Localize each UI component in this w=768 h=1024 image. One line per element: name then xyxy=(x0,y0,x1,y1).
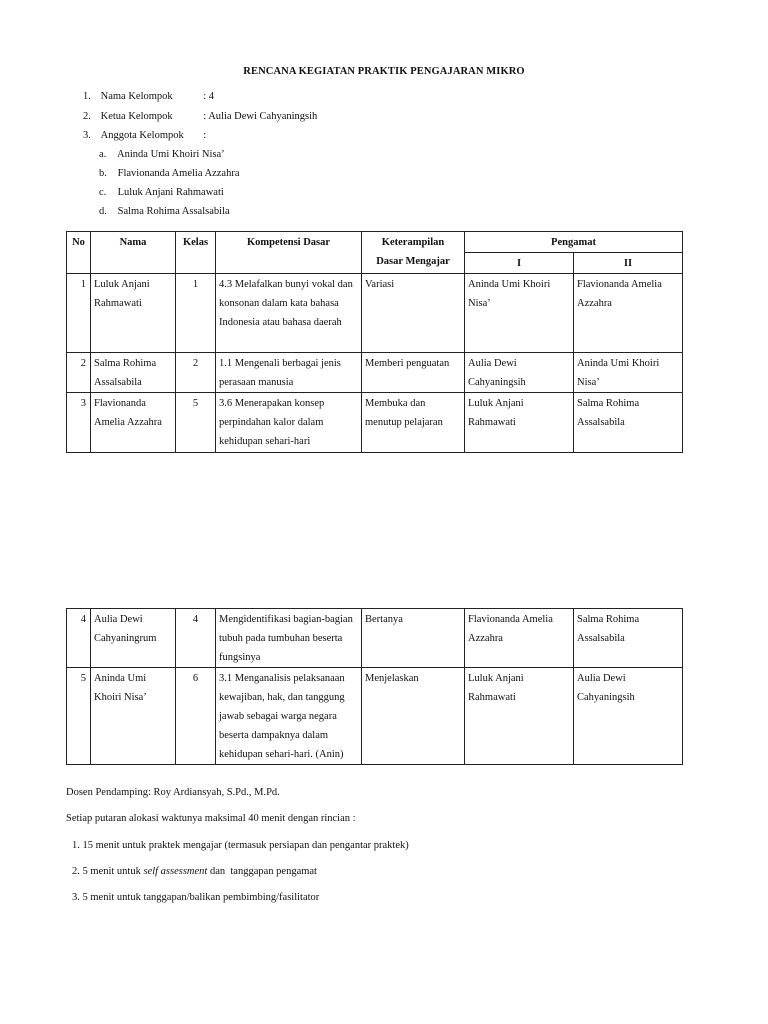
schedule-table-part-2 xyxy=(66,608,683,765)
cell-nama: Aulia Dewi Cahyaningrum xyxy=(91,609,176,668)
info-item-group-leader xyxy=(83,111,317,122)
member-item xyxy=(99,187,224,198)
info-label: Nama Kelompok xyxy=(100,91,173,102)
member-name: Aninda Umi Khoiri Nisa’ xyxy=(117,149,225,160)
info-label: Anggota Kelompok xyxy=(100,130,184,141)
info-number: 3. xyxy=(83,130,91,141)
cell-no: 3 xyxy=(67,393,91,453)
member-item xyxy=(99,149,225,160)
table-row xyxy=(67,353,683,393)
info-label: Ketua Kelompok xyxy=(100,111,173,122)
member-name: Salma Rohima Assalsabila xyxy=(117,206,230,217)
cell-no: 1 xyxy=(67,274,91,353)
table-row xyxy=(67,393,683,453)
cell-nama: Aninda Umi Khoiri Nisa’ xyxy=(91,668,176,765)
time-allocation-item xyxy=(72,892,319,903)
cell-pengamat-1: Luluk Anjani Rahmawati xyxy=(465,393,574,453)
cell-no: 2 xyxy=(67,353,91,393)
info-number: 1. xyxy=(83,91,91,102)
header-no: No xyxy=(67,232,91,274)
item-number: 3. xyxy=(72,892,80,903)
cell-pengamat-2: Salma Rohima Assalsabila xyxy=(574,609,683,668)
cell-pengamat-2: Salma Rohima Assalsabila xyxy=(574,393,683,453)
item-text-after: dan tanggapan pengamat xyxy=(207,866,317,877)
cell-pengamat-1: Luluk Anjani Rahmawati xyxy=(465,668,574,765)
item-text: 5 menit untuk xyxy=(82,866,144,877)
cell-keterampilan: Variasi xyxy=(362,274,465,353)
member-letter: c. xyxy=(99,187,107,198)
table-row xyxy=(67,668,683,765)
cell-keterampilan: Bertanya xyxy=(362,609,465,668)
item-text: 5 menit untuk tanggapan/balikan pembimbing/fasilitator xyxy=(82,892,320,903)
item-number: 1. xyxy=(72,840,80,851)
cell-kompetensi-dasar: 4.3 Melafalkan bunyi vokal dan konsonan dalam kata bahasa Indonesia atau bahasa daerah xyxy=(216,274,362,353)
supervisor-line: Dosen Pendamping: Roy Ardiansyah, S.Pd., M.Pd. xyxy=(66,787,280,798)
cell-kelas: 1 xyxy=(176,274,216,353)
member-name: Luluk Anjani Rahmawati xyxy=(117,187,224,198)
cell-pengamat-1: Aninda Umi Khoiri Nisa’ xyxy=(465,274,574,353)
cell-keterampilan: Menjelaskan xyxy=(362,668,465,765)
member-name: Flavionanda Amelia Azzahra xyxy=(117,168,240,179)
item-text: 15 menit untuk praktek mengajar (termasuk persiapan dan pengantar praktek) xyxy=(82,840,409,851)
cell-pengamat-2: Aninda Umi Khoiri Nisa’ xyxy=(574,353,683,393)
info-number: 2. xyxy=(83,111,91,122)
info-value: : 4 xyxy=(203,91,215,102)
document-title: RENCANA KEGIATAN PRAKTIK PENGAJARAN MIKRO xyxy=(243,66,525,77)
table-header-row xyxy=(67,232,683,253)
header-kelas: Kelas xyxy=(176,232,216,274)
cell-kompetensi-dasar: 3.1 Menganalisis pelaksanaan kewajiban, hak, dan tanggung jawab sebagai warga negara beserta dampaknya dalam kehidupan sehari-hari. (Anin) xyxy=(216,668,362,765)
header-nama: Nama xyxy=(91,232,176,274)
item-number: 2. xyxy=(72,866,80,877)
cell-no: 5 xyxy=(67,668,91,765)
time-allocation-item xyxy=(72,866,317,877)
table-row xyxy=(67,274,683,353)
cell-pengamat-2: Flavionanda Amelia Azzahra xyxy=(574,274,683,353)
cell-kompetensi-dasar: 1.1 Mengenali berbagai jenis perasaan manusia xyxy=(216,353,362,393)
cell-pengamat-2: Aulia Dewi Cahyaningsih xyxy=(574,668,683,765)
info-item-group-number xyxy=(83,91,214,102)
header-keterampilan xyxy=(362,232,465,274)
cell-kelas: 5 xyxy=(176,393,216,453)
member-item xyxy=(99,206,230,217)
cell-pengamat-1: Flavionanda Amelia Azzahra xyxy=(465,609,574,668)
header-pengamat: Pengamat xyxy=(465,232,683,253)
cell-keterampilan: Memberi penguatan xyxy=(362,353,465,393)
item-emphasis: self assessment xyxy=(143,866,208,877)
member-letter: a. xyxy=(99,149,107,160)
header-pengamat-1: I xyxy=(465,253,574,274)
header-kompetensi-dasar: Kompetensi Dasar xyxy=(216,232,362,274)
cell-keterampilan: Membuka dan menutup pelajaran xyxy=(362,393,465,453)
time-allocation-item xyxy=(72,840,409,851)
header-pengamat-2: II xyxy=(574,253,683,274)
info-item-members xyxy=(83,130,206,141)
member-letter: d. xyxy=(99,206,107,217)
cell-kompetensi-dasar: 3.6 Menerapakan konsep perpindahan kalor dalam kehidupan sehari-hari xyxy=(216,393,362,453)
cell-kelas: 2 xyxy=(176,353,216,393)
cell-kelas: 4 xyxy=(176,609,216,668)
header-keterampilan-line2: Dasar Mengajar xyxy=(376,256,450,267)
cell-nama: Salma Rohima Assalsabila xyxy=(91,353,176,393)
schedule-table-part-1 xyxy=(66,231,683,453)
info-value: : Aulia Dewi Cahyaningsih xyxy=(203,111,318,122)
cell-nama: Flavionanda Amelia Azzahra xyxy=(91,393,176,453)
info-value: : xyxy=(203,130,207,141)
time-allocation-intro: Setiap putaran alokasi waktunya maksimal 40 menit dengan rincian : xyxy=(66,813,356,824)
member-item xyxy=(99,168,240,179)
member-letter: b. xyxy=(99,168,107,179)
cell-kelas: 6 xyxy=(176,668,216,765)
table-row xyxy=(67,609,683,668)
cell-pengamat-1: Aulia Dewi Cahyaningsih xyxy=(465,353,574,393)
cell-no: 4 xyxy=(67,609,91,668)
cell-kompetensi-dasar: Mengidentifikasi bagian-bagian tubuh pada tumbuhan beserta fungsinya xyxy=(216,609,362,668)
cell-nama: Luluk Anjani Rahmawati xyxy=(91,274,176,353)
header-keterampilan-line1: Keterampilan xyxy=(381,237,445,248)
